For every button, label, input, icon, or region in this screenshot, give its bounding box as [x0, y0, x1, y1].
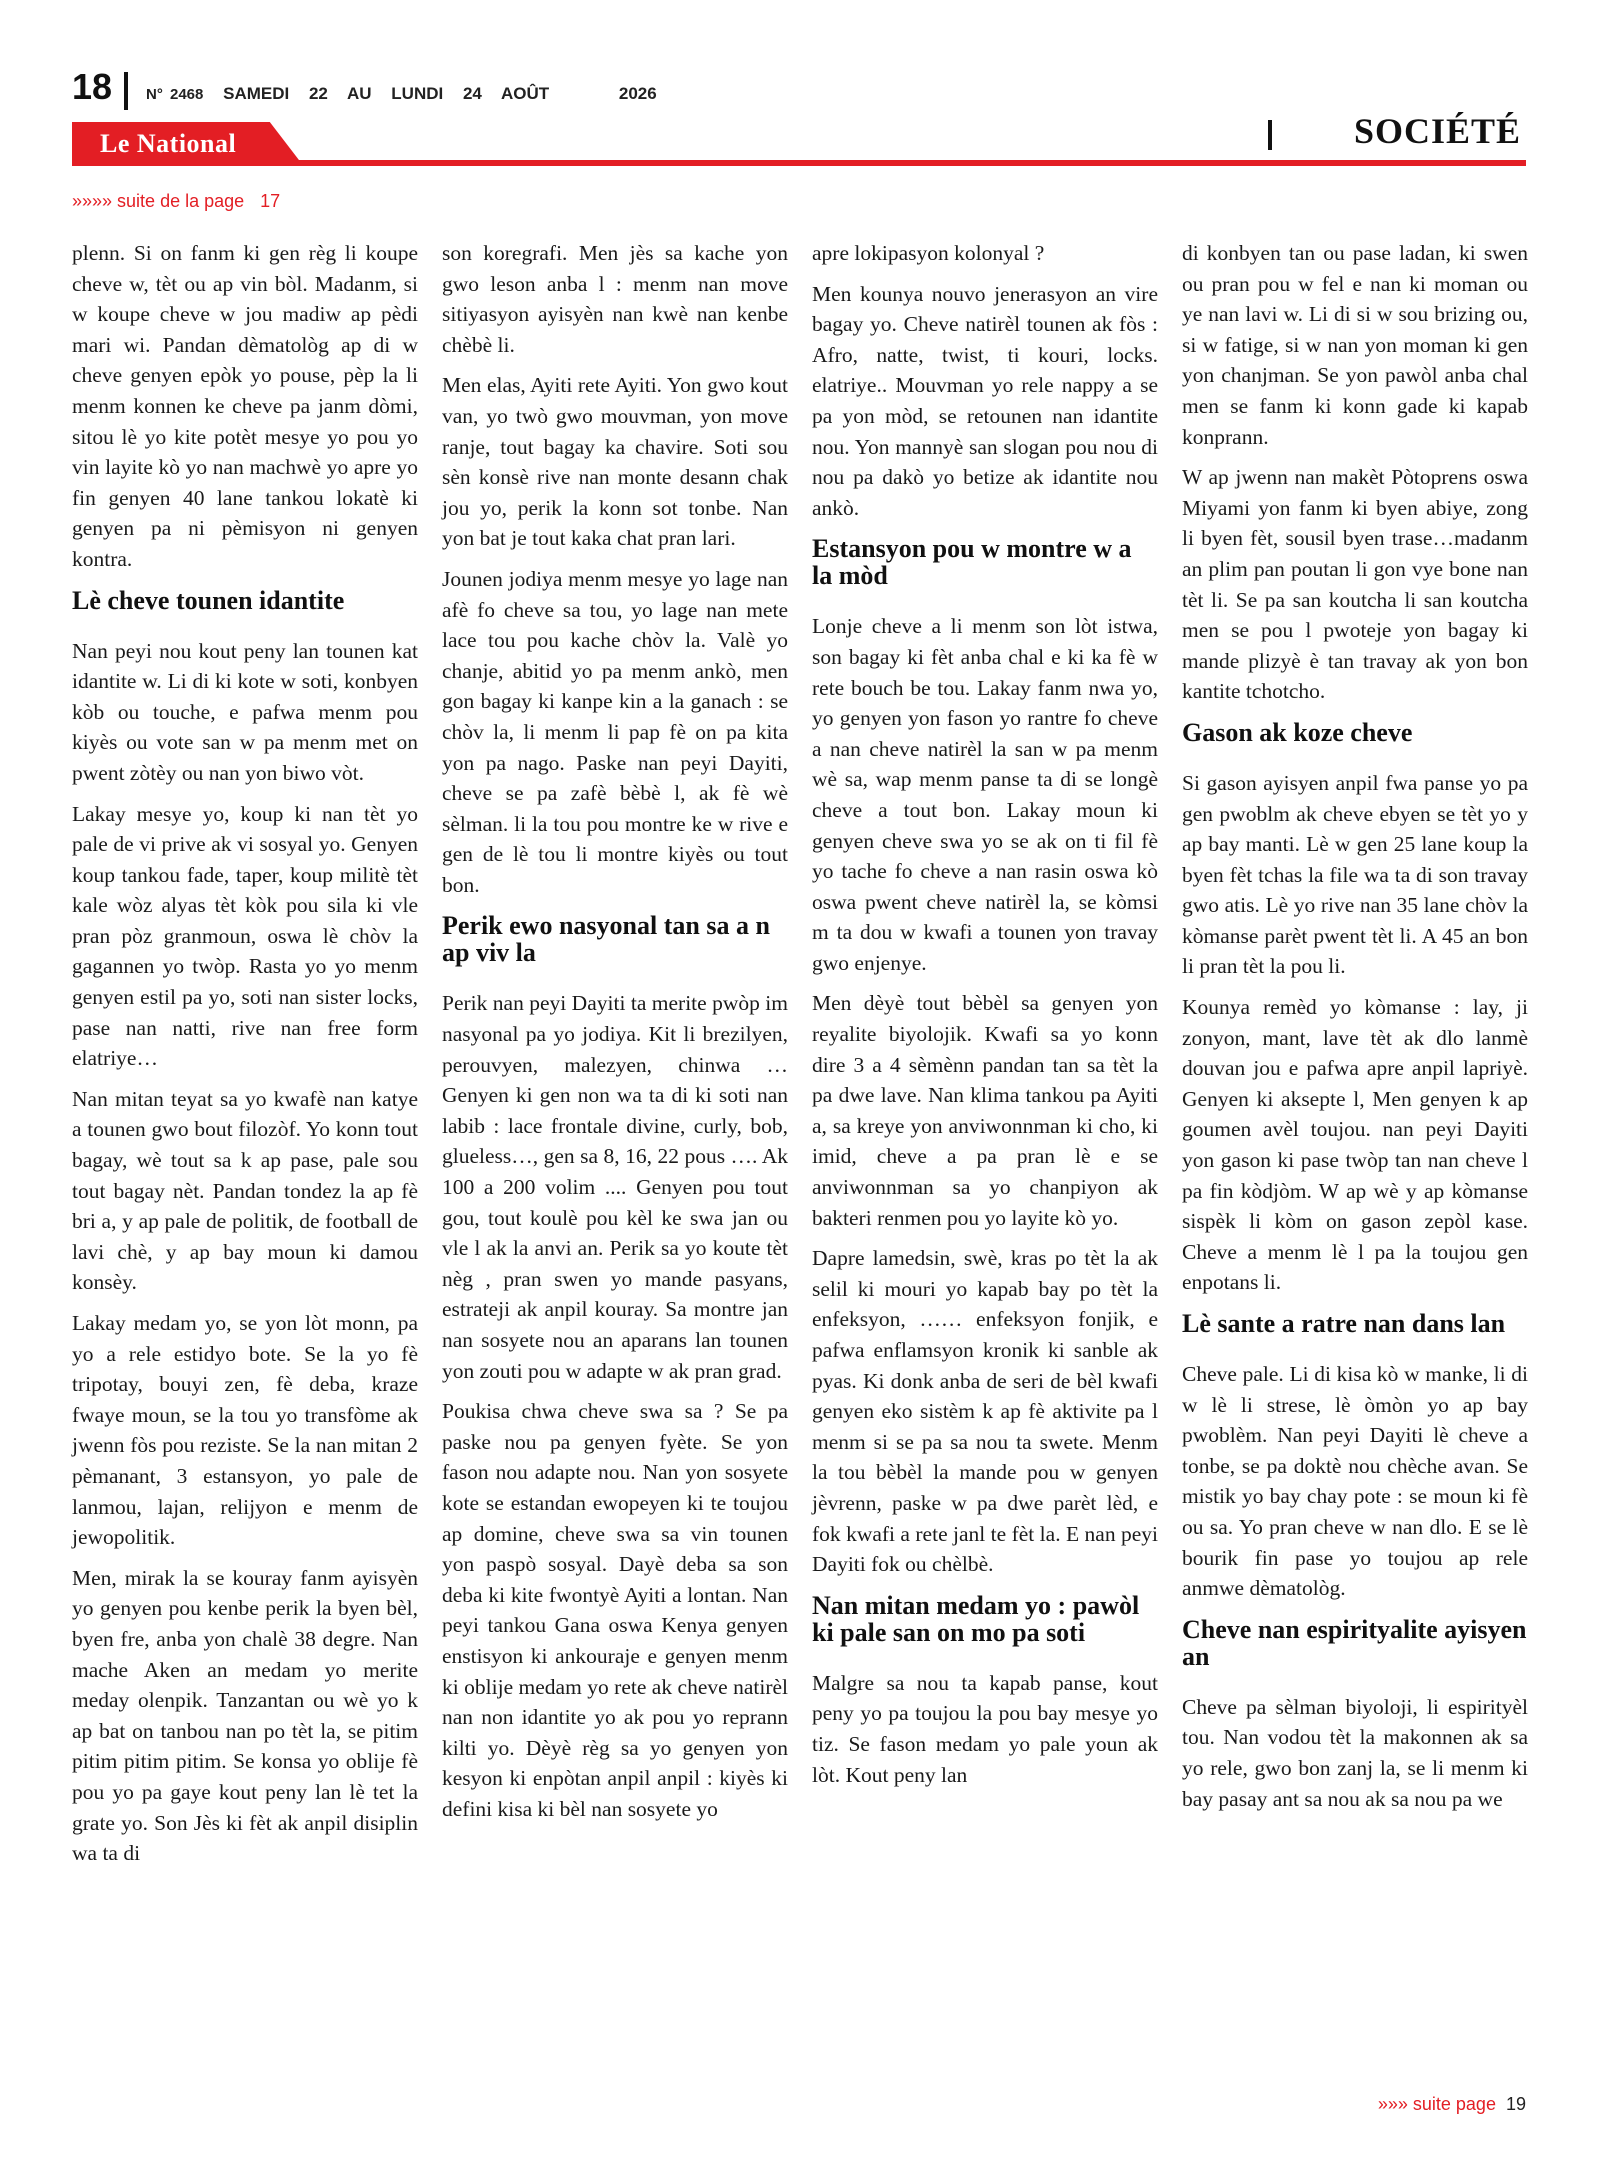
date-word: 22 [308, 84, 328, 103]
body-paragraph: Malgre sa nou ta kapab panse, kout peny yo pa toujou la pou bay mesye yo tiz. Se fason medam yo pale youn ak lòt. Kout peny lan [812, 1670, 1158, 1787]
body-paragraph: W ap jwenn nan makèt Pòtoprens oswa Miyami yon fanm ki byen abiye, zong li byen fèt, sousil byen trase…madanm an plim pan poutan li gon vye bone nan tèt li. Se pa san koutcha li san koutcha men se pou l pwoteje yon bagay ki mande plizyè è tan travay ak yon bon kantite tchotcho. [1182, 465, 1528, 704]
body-paragraph: Cheve pale. Li di kisa kò w manke, li di w lè li strese, lè òmòn yo ap bay pwoblèm. Nan peyi Dayiti lè cheve a tonbe, se pa doktè nou chèche avan. Se mistik yo bay chay pote : se moun ki fè ou sa. Yo pran cheve w nan dlo. E se lè bourik fin pase yo toujou ap rele anmwe dèmatològ. [1182, 1362, 1528, 1601]
date-word: AU [346, 84, 372, 103]
continued-on [1378, 2094, 1526, 2115]
page-number-divider [124, 72, 128, 110]
article-column-4 [1182, 238, 1528, 1824]
continued-on-label: »»» suite page [1377, 2094, 1496, 2114]
brand-name: Le National [100, 129, 237, 158]
article-column-1 [72, 238, 418, 1879]
body-paragraph: Nan peyi nou kout peny lan tounen kat idantite w. Li di ki kote w soti, konbyen kòb ou touche, e pafwa menm pou kiyès ou vote san w pa menm met on pwent zòtèy ou nan yon biwo vòt. [72, 638, 418, 785]
section-heading: Estansyon pou w montre w a la mòd [812, 534, 1132, 591]
body-paragraph: Dapre lamedsin, swè, kras po tèt la ak selil ki mouri yo kapab bay po tèt la enfeksyon, …… enfeksyon fonjik, e pafwa enflamsyon kronik ki sanble ak pyas. Ki donk anba de seri de bèl kwafi genyen eko sistèm k ap fè aktivite pa l menm si se pa sa nou ta swete. Menm la tou bèbèl la mande pou w genyen jèvrenn, paske w pa dwe parèt lèd, e fok kwafi a rete janl te fèt la. E nan peyi Dayiti fok ou chèlbè. [812, 1246, 1158, 1577]
article-column-2 [442, 238, 788, 1835]
section-divider [1268, 120, 1272, 150]
page-number: 18 [72, 66, 113, 107]
issue-year: 2026 [618, 84, 657, 103]
date-word: LUNDI [391, 84, 444, 103]
body-paragraph: apre lokipasyon kolonyal ? [812, 241, 1045, 265]
body-paragraph: di konbyen tan ou pase ladan, ki swen ou pran pou w fel e nan ki moman ou ye nan lavi w. Li di si w sou brizing ou, si w fatige, si w nan yon moman ki gen yon chanjman. Se yon pawòl anba chal men se fanm ki konn gade ki kapab konprann. [1182, 241, 1528, 449]
date-word: AOÛT [500, 84, 550, 103]
body-paragraph: Poukisa chwa cheve swa sa ? Se pa paske nou pa genyen fyète. Se yon fason nou adapte nou. Nan yon sosyete kote se estandan ewopeyen ki te toujou ap domine, cheve swa sa vin tounen yon paspò sosyal. Dayè deba sa son deba ki kite fwontyè Ayiti a lontan. Nan peyi tankou Gana oswa Kenya genyen enstisyon ki ankouraje e genyen menm ki oblije medam yo rete ak cheve natirèl nan non idantite yo ak pou yo reprann kilti yo. Dèyè règ sa yo genyen yon kesyon ki enpòtan anpil anpil : kiyès ki defini kisa ki bèl nan sosyete yo [442, 1399, 788, 1821]
section-heading: Perik ewo nasyonal tan sa a n ap viv la [442, 911, 770, 968]
body-paragraph: Lakay medam yo, se yon lòt monn, pa yo a rele estidyo bote. Se la yo fè tripotay, bouyi zen, fè deba, kraze fwaye moun, se la tou yo transfòme ak jwenn fòs pou reziste. Se la nan mitan 2 pèmanant, 3 estansyon, yo pale de lanmou, lajan, relijyon e menm de jewopolitik. [72, 1311, 418, 1550]
continued-on-page: 19 [1505, 2094, 1526, 2114]
body-paragraph: Jounen jodiya menm mesye yo lage nan afè fo cheve sa tou, yo lage nan mete lace tou pou kache chòv la. Valè yo chanje, abitid yo pa menm ankò, men gon bagay ki kanpe kin a la ganach : se chòv la, li menm li pap fè on pa kita yon pa nago. Paske nan peyi Dayiti, cheve se pa zafè bèbè l, ak fè wè sèlman. li la tou pou montre ke w rive e gen de lè tou li montre kiyès ou tout bon. [442, 566, 788, 897]
continued-from [72, 191, 280, 212]
section-heading: Lè sante a ratre nan dans lan [1182, 1309, 1506, 1338]
body-paragraph: Si gason ayisyen anpil fwa panse yo pa gen pwoblm ak cheve ebyen se tèt yo y ap bay manti. Lè w gen 25 lane koup la byen fèt tchas la file wa ta di son travay gwo atis. Lè yo rive nan 35 lane chòv la kòmanse parèt pwent tèt li. A 45 an bon li pran tèt la pou li. [1182, 770, 1528, 979]
body-paragraph: Men, mirak la se kouray fanm ayisyèn yo genyen pou kenbe perik la byen bèl, byen fre, anba yon chalè 38 degre. Nan mache Aken an medam yo merite meday olenpik. Tanzantan ou wè yo k ap bat on tanbou nan po tèt la, se pitim pitim pitim pitim. Se konsa yo oblije fè pou yo pa gaye kout peny lan lè tet la grate yo. Son Jès ki fèt ak anpil disiplin wa ta di [72, 1565, 418, 1866]
section-heading: Lè cheve tounen idantite [72, 585, 345, 615]
body-paragraph: Perik nan peyi Dayiti ta merite pwòp im nasyonal pa yo jodiya. Kit li brezilyen, perouvyen, malezyen, chinwa … Genyen ki gen non wa ta di ki soti nan labib : lace frontale divine, curly, bob, glueless…, gen sa 8, 16, 22 pous …. Ak 100 a 200 volim .... Genyen pou tout gou, tout koulè pou kèl ke swa jan ou vle l ak la anvi an. Perik sa yo koute tèt nèg , pran swen yo mande pasyans, estrateji ak anpil kouray. Sa montre jan nan sosyete nou an aparans lan tounen yon zouti pou w adapte w ak pran grad. [442, 991, 788, 1383]
section-heading: Nan mitan medam yo : pawòl ki pale san on mo pa soti [812, 1590, 1140, 1647]
body-paragraph: son koregrafi. Men jès sa kache yon gwo leson anba l : menm nan move sitiyasyon ayisyèn nan kwè nan kenbe chèbè li. [442, 241, 788, 357]
body-paragraph: Lakay mesye yo, koup ki nan tèt yo pale de vi prive ak vi sosyal yo. Genyen koup tankou fade, taper, koup militè tèt kale wòz alyas tèt kòk pou sila ki vle pran pòz granmoun, oswa lè chòv la gagannen yo twòp. Rasta yo yo menm genyen estil pa yo, soti nan sister locks, pase nan natti, rive nan free form elatriye… [72, 801, 418, 1071]
date-word: SAMEDI [223, 84, 290, 103]
section-heading: Gason ak koze cheve [1182, 717, 1413, 747]
body-paragraph: Men dèyè tout bèbèl sa genyen yon reyalite biyolojik. Kwafi sa yo konn dire 3 a 4 sèmènn pandan tan sa tèt la pa dwe lave. Nan klima tankou pa Ayiti a, sa kreye yon anviwonnman ki cho, ki imid, cheve a pa pran lè e se anviwonnman sa yo chanpiyon ak bakteri renmen pou yo layite kò yo. [812, 991, 1158, 1230]
body-paragraph: Cheve pa sèlman biyoloji, li espirityèl tou. Nan vodou tèt la makonnen ak sa yo rele, gwo bon zanj la, se li menm ki bay pasay ant sa nou ak sa nou pa we [1182, 1694, 1528, 1811]
date-word: 24 [462, 84, 482, 103]
body-paragraph: Kounya remèd yo kòmanse : lay, ji zonyon, mant, lave tèt ak dlo lanmè douvan jou e pafwa apre anpil lapriyè. Genyen ki aksepte l, Men genyen k ap goumen avèl toujou. nan peyi Dayiti yon gason ki pase twòp tan nan cheve l pa fin kòdjòm. W ap wè y ap kòmanse sispèk li kòm on gason zepòl kase. Cheve a menm lè l pa la toujou gen enpotans li. [1182, 995, 1528, 1295]
continued-from-label: »»»» suite de la page [72, 191, 245, 211]
article-column-3 [812, 238, 1158, 1800]
header-rule [72, 160, 1526, 166]
body-paragraph: Men elas, Ayiti rete Ayiti. Yon gwo kout van, yo twò gwo mouvman, yon move ranje, tout bagay ka chavire. Soti sou sèn konsè rive nan monte desann chak jou yo, perik la konn sot tonbe. Nan yon bat je tout kaka chat pran lari. [442, 373, 788, 551]
body-paragraph: Men kounya nouvo jenerasyon an vire bagay yo. Cheve natirèl tounen ak fòs : Afro, natte, twist, ti kouri, locks. elatriye.. Mouvman yo rele nappy a se pa yon mòd, se retounen nan idantite nou. Yon mannyè san slogan pou nou di nou pa dakò yo betize ak idantite nou ankò. [812, 281, 1158, 520]
section-heading: Cheve nan espirityalite ayisyen an [1182, 1614, 1527, 1671]
section-title: SOCIÉTÉ [1354, 111, 1522, 151]
dateline [146, 84, 669, 104]
body-paragraph: Lonje cheve a li menm son lòt istwa, son bagay ki fèt anba chal e ki ka fè w rete bouch be tou. Lakay fanm nwa yo, yo genyen yon fason yo rantre fo cheve a nan cheve natirèl la san w pa menm wè sa, wap menm panse ta di se longè cheve a tout bon. Lakay moun ki genyen cheve swa yo se ak on ti fil fè yo tache fo cheve a nan rasin oswa kò oswa pwent cheve natirèl la, se kòmsi m ta dou w kwafi a tounen yon travay gwo enjenye. [812, 614, 1158, 975]
issue-number: N° 2468 [146, 86, 204, 103]
continued-from-page: 17 [260, 191, 281, 211]
body-paragraph: plenn. Si on fanm ki gen règ li koupe cheve w, tèt ou ap vin bòl. Madanm, si w koupe cheve w jou madiw ap pèdi mari wi. Pandan dèmatològ ap di w cheve genyen epòk yo pouse, pèp la li menm konnen ke cheve pa janm dòmi, sitou lè yo kite potèt mesye yo pou yo vin layite kò yo nan machwè yo apre yo fin genyen 40 lane tankou lokatè ki genyen pa ni pèmisyon ni genyen kontra. [72, 241, 418, 571]
body-paragraph: Nan mitan teyat sa yo kwafè nan katye a tounen gwo bout filozòf. Yo konn tout bagay, wè tout sa k ap pase, pale sou tout bagay nèt. Pandan tondez la ap fè bri a, y ap pale de politik, de football de lavi chè, y ap bay moun ki damou konsèy. [72, 1086, 418, 1295]
